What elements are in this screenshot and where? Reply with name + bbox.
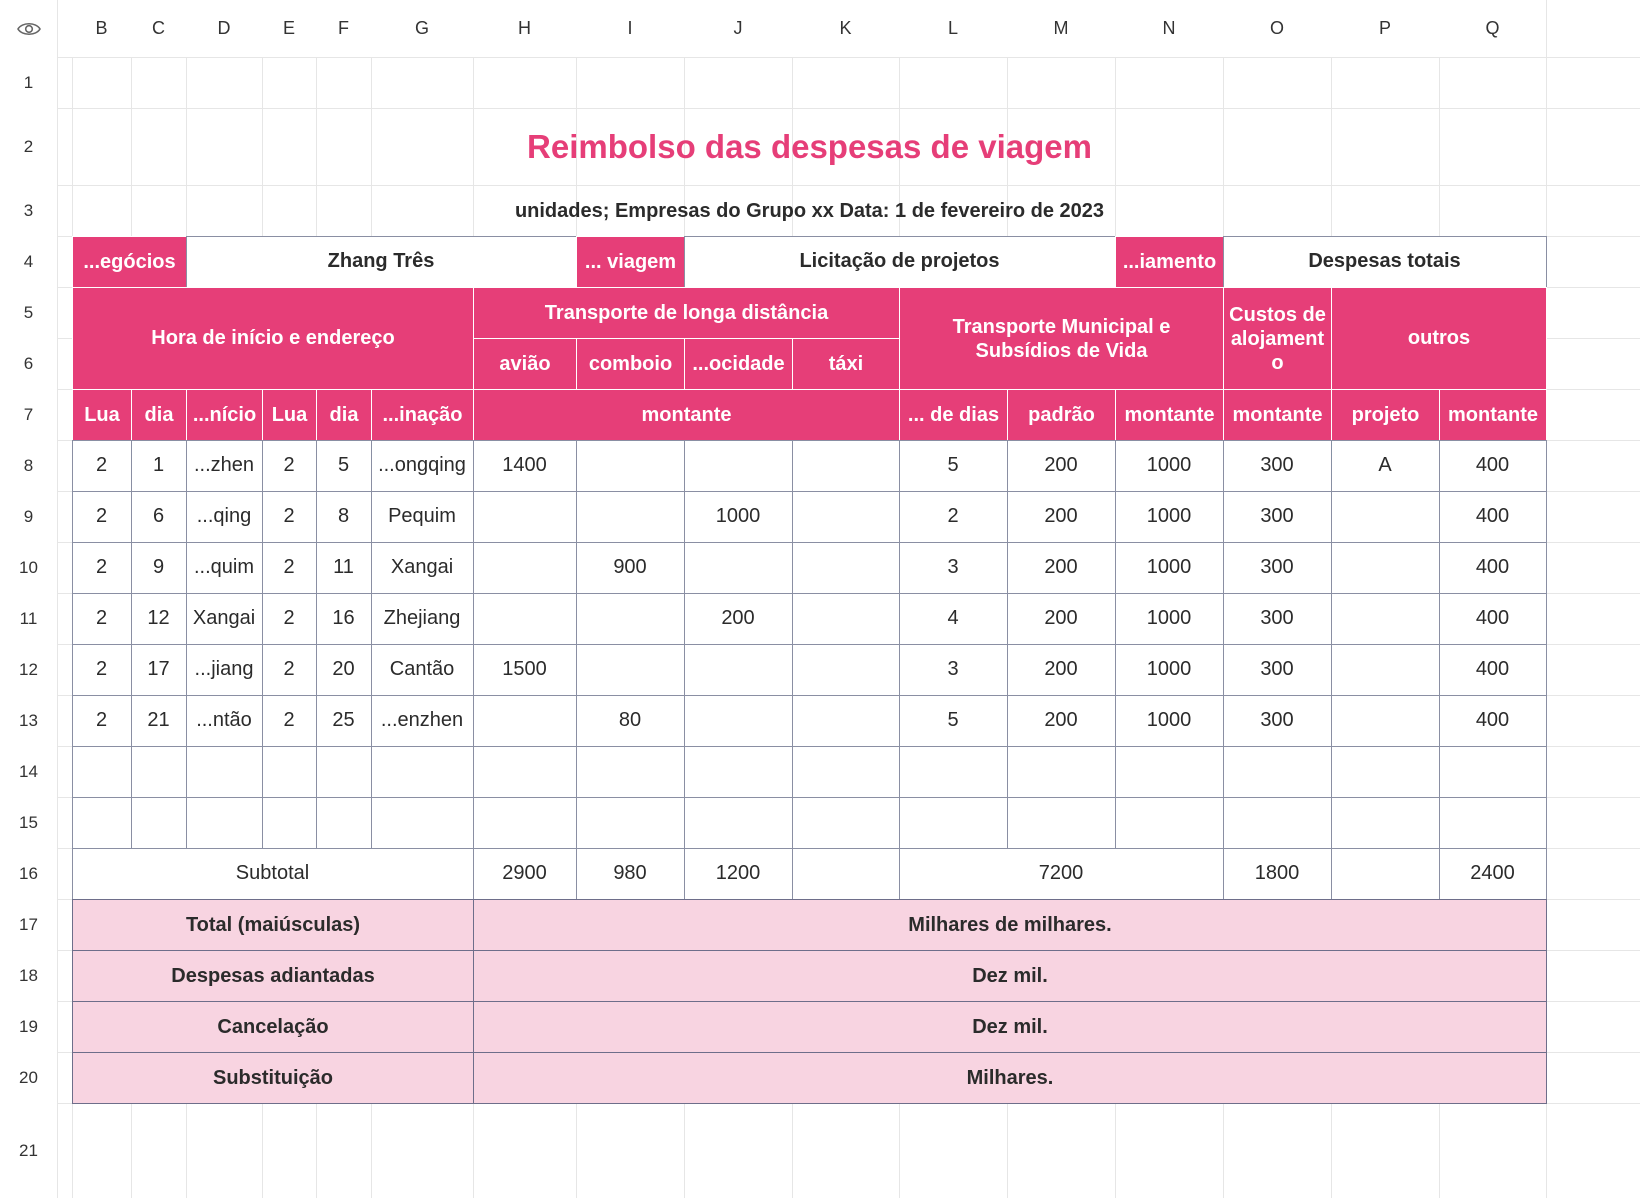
data-cell[interactable]: 12 [131, 593, 187, 645]
data-cell[interactable]: 200 [684, 593, 793, 645]
data-cell[interactable]: 200 [1007, 440, 1116, 492]
data-cell[interactable] [131, 746, 187, 798]
data-cell[interactable]: 1000 [1115, 593, 1224, 645]
data-cell[interactable]: ...qing [186, 491, 263, 543]
column-header-H[interactable]: H [473, 0, 576, 57]
row-header-17[interactable]: 17 [0, 899, 57, 950]
data-cell[interactable]: 1400 [473, 440, 577, 492]
data-cell[interactable] [473, 746, 577, 798]
data-cell[interactable]: 21 [131, 695, 187, 747]
subheader-montante-out: montante [1439, 389, 1547, 441]
data-cell[interactable]: 300 [1223, 593, 1332, 645]
column-header-M[interactable]: M [1007, 0, 1115, 57]
row-header-21[interactable]: 21 [0, 1103, 57, 1198]
header-taxi: táxi [792, 338, 900, 390]
data-cell[interactable] [131, 797, 187, 849]
column-header-E[interactable]: E [262, 0, 316, 57]
data-cell[interactable]: Pequim [371, 491, 474, 543]
subheader-lua1: Lua [72, 389, 132, 441]
data-cell[interactable]: 400 [1439, 644, 1547, 696]
data-cell[interactable] [1223, 746, 1332, 798]
row-header-14[interactable]: 14 [0, 746, 57, 797]
data-cell[interactable]: Zhejiang [371, 593, 474, 645]
data-cell[interactable]: 300 [1223, 491, 1332, 543]
data-cell[interactable]: 25 [316, 695, 372, 747]
data-cell[interactable] [72, 746, 132, 798]
data-cell[interactable]: 4 [899, 593, 1008, 645]
column-header-I[interactable]: I [576, 0, 684, 57]
data-cell[interactable]: 1000 [1115, 644, 1224, 696]
data-cell[interactable] [576, 491, 685, 543]
header-municipal: Transporte Municipal e Subsídios de Vida [899, 287, 1224, 390]
summary-label: Cancelação [72, 1001, 474, 1053]
subtotal-label: Subtotal [72, 848, 474, 900]
data-cell[interactable]: 400 [1439, 440, 1547, 492]
row-header-2[interactable]: 2 [0, 108, 57, 185]
data-cell[interactable] [576, 644, 685, 696]
subtotal-outros[interactable]: 2400 [1439, 848, 1547, 900]
data-cell[interactable]: 2 [72, 593, 132, 645]
summary-label: Substituição [72, 1052, 474, 1104]
header-lodging: Custos de alojament o [1223, 287, 1332, 390]
subheader-dia1: dia [131, 389, 187, 441]
data-cell[interactable]: 2 [262, 695, 317, 747]
data-cell[interactable] [473, 695, 577, 747]
row-header-9[interactable]: 9 [0, 491, 57, 542]
data-cell[interactable]: ...quim [186, 542, 263, 594]
data-cell[interactable]: 6 [131, 491, 187, 543]
data-cell[interactable] [1115, 797, 1224, 849]
subheader-dia2: dia [316, 389, 372, 441]
subheader-inicio: ...nício [186, 389, 263, 441]
row-header-20[interactable]: 20 [0, 1052, 57, 1103]
data-cell[interactable]: 16 [316, 593, 372, 645]
subheader-montante-aloj: montante [1223, 389, 1332, 441]
data-cell[interactable] [1439, 797, 1547, 849]
row-header-12[interactable]: 12 [0, 644, 57, 695]
data-cell[interactable] [473, 593, 577, 645]
data-cell[interactable] [576, 593, 685, 645]
subtotal-comboio[interactable]: 980 [576, 848, 685, 900]
column-header-Q[interactable]: Q [1439, 0, 1546, 57]
data-cell[interactable] [1331, 695, 1440, 747]
data-cell[interactable] [72, 797, 132, 849]
info-value-name[interactable]: Zhang Três [186, 236, 577, 288]
header-start-address: Hora de início e endereço [72, 287, 474, 390]
data-cell[interactable] [473, 797, 577, 849]
data-cell[interactable]: Xangai [186, 593, 263, 645]
data-cell[interactable] [1223, 797, 1332, 849]
data-cell[interactable]: 2 [72, 440, 132, 492]
data-cell[interactable]: 2 [262, 491, 317, 543]
summary-value[interactable]: Milhares de milhares. [473, 899, 1547, 951]
row-header-4[interactable]: 4 [0, 236, 57, 287]
data-cell[interactable]: 5 [316, 440, 372, 492]
header-long-transport: Transporte de longa distância [473, 287, 900, 339]
info-label-funding: ...iamento [1115, 236, 1224, 288]
column-header-G[interactable]: G [371, 0, 473, 57]
data-cell[interactable]: 5 [899, 440, 1008, 492]
data-cell[interactable] [1331, 491, 1440, 543]
data-cell[interactable] [684, 644, 793, 696]
data-cell[interactable]: 2 [262, 593, 317, 645]
subtotal-projeto[interactable] [1331, 848, 1440, 900]
column-header-J[interactable]: J [684, 0, 792, 57]
data-cell[interactable] [684, 746, 793, 798]
data-cell[interactable] [1331, 644, 1440, 696]
info-label-business: ...egócios [72, 236, 187, 288]
summary-label: Total (maiúsculas) [72, 899, 474, 951]
subheader-montante-mun: montante [1115, 389, 1224, 441]
row-header-16[interactable]: 16 [0, 848, 57, 899]
eye-icon[interactable] [0, 0, 57, 57]
data-cell[interactable]: 300 [1223, 695, 1332, 747]
row-header-13[interactable]: 13 [0, 695, 57, 746]
column-header-C[interactable]: C [131, 0, 186, 57]
data-cell[interactable] [792, 797, 900, 849]
data-cell[interactable] [371, 797, 474, 849]
info-value-total[interactable]: Despesas totais [1223, 236, 1547, 288]
data-cell[interactable]: 1000 [1115, 542, 1224, 594]
data-cell[interactable]: 2 [899, 491, 1008, 543]
data-cell[interactable] [262, 797, 317, 849]
subtotal-municipal[interactable]: 7200 [899, 848, 1224, 900]
data-cell[interactable]: Xangai [371, 542, 474, 594]
data-cell[interactable] [792, 542, 900, 594]
data-cell[interactable] [684, 797, 793, 849]
data-cell[interactable]: 2 [262, 644, 317, 696]
summary-value[interactable]: Dez mil. [473, 950, 1547, 1002]
row-header-5[interactable]: 5 [0, 287, 57, 338]
row-header-3[interactable]: 3 [0, 185, 57, 236]
subheader-montante-long: montante [473, 389, 900, 441]
data-cell[interactable] [792, 491, 900, 543]
data-cell[interactable]: 2 [262, 440, 317, 492]
subheader-num-dias: ... de dias [899, 389, 1008, 441]
data-cell[interactable]: 200 [1007, 695, 1116, 747]
data-cell[interactable] [1331, 746, 1440, 798]
data-cell[interactable]: 2 [72, 644, 132, 696]
data-cell[interactable]: 8 [316, 491, 372, 543]
data-cell[interactable] [1439, 746, 1547, 798]
column-header-B[interactable]: B [72, 0, 131, 57]
data-cell[interactable]: 300 [1223, 542, 1332, 594]
data-cell[interactable] [684, 440, 793, 492]
data-cell[interactable] [1007, 797, 1116, 849]
data-cell[interactable]: 9 [131, 542, 187, 594]
data-cell[interactable]: A [1331, 440, 1440, 492]
column-header-L[interactable]: L [899, 0, 1007, 57]
header-cidade: ...ocidade [684, 338, 793, 390]
subheader-lua2: Lua [262, 389, 317, 441]
subtotal-taxi[interactable] [792, 848, 900, 900]
data-cell[interactable]: 400 [1439, 491, 1547, 543]
data-cell[interactable]: 200 [1007, 542, 1116, 594]
data-cell[interactable]: 200 [1007, 593, 1116, 645]
column-header-D[interactable]: D [186, 0, 262, 57]
data-cell[interactable]: Cantão [371, 644, 474, 696]
data-cell[interactable]: 17 [131, 644, 187, 696]
data-cell[interactable]: ...ntão [186, 695, 263, 747]
summary-value[interactable]: Dez mil. [473, 1001, 1547, 1053]
data-cell[interactable]: 1500 [473, 644, 577, 696]
data-cell[interactable]: 200 [1007, 491, 1116, 543]
column-header-O[interactable]: O [1223, 0, 1331, 57]
header-comboio: comboio [576, 338, 685, 390]
info-label-trip: ... viagem [576, 236, 685, 288]
data-cell[interactable] [1331, 542, 1440, 594]
data-cell[interactable]: ...ongqing [371, 440, 474, 492]
data-cell[interactable]: 200 [1007, 644, 1116, 696]
data-cell[interactable]: 300 [1223, 644, 1332, 696]
column-header-F[interactable]: F [316, 0, 371, 57]
data-cell[interactable] [792, 593, 900, 645]
subtotal-alojamento[interactable]: 1800 [1223, 848, 1332, 900]
data-cell[interactable]: 3 [899, 644, 1008, 696]
data-cell[interactable]: 2 [72, 542, 132, 594]
data-cell[interactable]: 2 [72, 491, 132, 543]
data-cell[interactable] [186, 797, 263, 849]
data-cell[interactable] [792, 746, 900, 798]
data-cell[interactable] [473, 491, 577, 543]
data-cell[interactable] [262, 746, 317, 798]
grid-line [57, 0, 58, 1198]
row-header-10[interactable]: 10 [0, 542, 57, 593]
data-cell[interactable] [684, 695, 793, 747]
subheader-projeto: projeto [1331, 389, 1440, 441]
data-cell[interactable]: 3 [899, 542, 1008, 594]
data-cell[interactable] [186, 746, 263, 798]
data-cell[interactable]: ...enzhen [371, 695, 474, 747]
header-aviao: avião [473, 338, 577, 390]
row-header-1[interactable]: 1 [0, 57, 57, 108]
data-cell[interactable]: 1000 [1115, 491, 1224, 543]
data-cell[interactable]: 20 [316, 644, 372, 696]
row-header-7[interactable]: 7 [0, 389, 57, 440]
data-cell[interactable] [316, 746, 372, 798]
column-header-P[interactable]: P [1331, 0, 1439, 57]
data-cell[interactable]: 400 [1439, 695, 1547, 747]
row-header-18[interactable]: 18 [0, 950, 57, 1001]
data-cell[interactable] [792, 695, 900, 747]
row-header-15[interactable]: 15 [0, 797, 57, 848]
grid-line [0, 57, 1640, 58]
data-cell[interactable]: 400 [1439, 542, 1547, 594]
data-cell[interactable]: 1 [131, 440, 187, 492]
subheader-padrao: padrão [1007, 389, 1116, 441]
data-cell[interactable] [371, 746, 474, 798]
data-cell[interactable] [792, 440, 900, 492]
data-cell[interactable]: 1000 [1115, 695, 1224, 747]
data-cell[interactable] [899, 746, 1008, 798]
data-cell[interactable] [1331, 797, 1440, 849]
subtitle: unidades; Empresas do Grupo xx Data: 1 de fevereiro de 2023 [514, 199, 1105, 222]
subtotal-aviao[interactable]: 2900 [473, 848, 577, 900]
data-cell[interactable] [473, 542, 577, 594]
page-title: Reimbolso das despesas de viagem [527, 128, 1092, 165]
data-cell[interactable] [1007, 746, 1116, 798]
data-cell[interactable] [1115, 746, 1224, 798]
data-cell[interactable] [576, 440, 685, 492]
data-cell[interactable]: 1000 [684, 491, 793, 543]
data-cell[interactable] [576, 797, 685, 849]
summary-label: Despesas adiantadas [72, 950, 474, 1002]
data-cell[interactable]: 11 [316, 542, 372, 594]
info-value-purpose[interactable]: Licitação de projetos [684, 236, 1116, 288]
row-header-6[interactable]: 6 [0, 338, 57, 389]
data-cell[interactable]: 2 [72, 695, 132, 747]
data-cell[interactable]: 1000 [1115, 440, 1224, 492]
subtotal-cidade[interactable]: 1200 [684, 848, 793, 900]
data-cell[interactable] [684, 542, 793, 594]
data-cell[interactable]: 80 [576, 695, 685, 747]
data-cell[interactable] [792, 644, 900, 696]
row-header-8[interactable]: 8 [0, 440, 57, 491]
data-cell[interactable] [1331, 593, 1440, 645]
column-header-K[interactable]: K [792, 0, 899, 57]
data-cell[interactable]: 5 [899, 695, 1008, 747]
summary-value[interactable]: Milhares. [473, 1052, 1547, 1104]
column-header-N[interactable]: N [1115, 0, 1223, 57]
data-cell[interactable] [316, 797, 372, 849]
data-cell[interactable]: 400 [1439, 593, 1547, 645]
data-cell[interactable] [899, 797, 1008, 849]
data-cell[interactable]: ...jiang [186, 644, 263, 696]
header-outros: outros [1331, 287, 1547, 390]
data-cell[interactable]: 900 [576, 542, 685, 594]
data-cell[interactable] [576, 746, 685, 798]
subheader-destino: ...inação [371, 389, 474, 441]
data-cell[interactable]: 2 [262, 542, 317, 594]
data-cell[interactable]: 300 [1223, 440, 1332, 492]
row-header-11[interactable]: 11 [0, 593, 57, 644]
data-cell[interactable]: ...zhen [186, 440, 263, 492]
row-header-19[interactable]: 19 [0, 1001, 57, 1052]
